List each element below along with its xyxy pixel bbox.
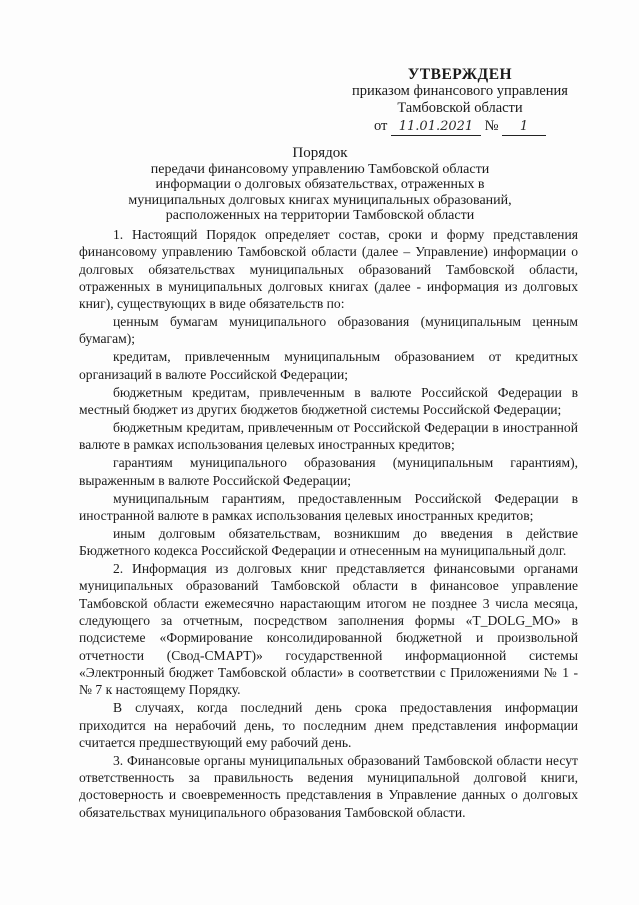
handwritten-number: 1 [502, 118, 546, 136]
approval-line-1: приказом финансового управления [352, 83, 568, 99]
paragraph-other-obligations: иным долговым обязательствам, возникшим до введения в действие Бюджетного кодекса Российской Федерации и отнесенным на муниципальный долг. [79, 525, 578, 559]
document-title [70, 146, 570, 224]
approval-title: УТВЕРЖДЕН [407, 66, 513, 83]
approval-line-2: Тамбовской области [397, 100, 523, 116]
title-line-1: Порядок [292, 145, 348, 161]
paragraph-securities: ценным бумагам муниципального образования (муниципальным ценным бумагам); [79, 314, 578, 347]
title-line-2: передачи финансовому управлению Тамбовской области [150, 161, 490, 177]
paragraph-guarantees: гарантиям муниципального образования (муниципальным гарантиям), выраженным в валюте Российской Федерации; [79, 455, 578, 488]
number-prefix: № [484, 118, 499, 134]
paragraph-1: 1. Настоящий Порядок определяет состав, сроки и форму представления финансовому управлению Тамбовской области (далее – Управление) информации о долговых обязательствах муниципальных образований Тамбовской области, отраженных в муниципальных долговых книгах (далее - информация из долговых книг), существующих в виде обязательств по: [79, 227, 578, 312]
approval-date-line [330, 118, 590, 136]
date-prefix: от [373, 118, 388, 134]
approval-stamp [330, 66, 590, 136]
paragraph-credits: кредитам, привлеченным муниципальным образованием от кредитных организаций в валюте Российской Федерации; [79, 349, 578, 382]
title-line-5: расположенных на территории Тамбовской области [165, 208, 475, 223]
paragraph-2: 2. Информация из долговых книг представляется финансовыми органами муниципальных образований Тамбовской области в финансовое управление Тамбовской области ежемесячно нарастающим итогом не позднее 3 числа месяца, следующего за отчетным, посредством заполнения формы «T_DOLG_MO» в подсистеме «Формирование консолидированной бюджетной и произвольной отчетности (Свод-СМАРТ)» государственной информационной системы «Электронный бюджет Тамбовской области» в соответствии с Приложениями № 1 - № 7 к настоящему Порядку. [79, 561, 578, 698]
paragraph-non-working-day: В случаях, когда последний день срока предоставления информации приходится на нерабочий день, то последним днем представления информации считается предшествующий ему рабочий день. [79, 700, 578, 750]
paragraph-budget-credits-rub: бюджетным кредитам, привлеченным в валюте Российской Федерации в местный бюджет из других бюджетов бюджетной системы Российской Федерации; [79, 384, 578, 418]
title-line-3: информации о долговых обязательствах, отраженных в [155, 177, 485, 192]
paragraph-guarantees-foreign: муниципальным гарантиям, предоставленным Российской Федерации в иностранной валюте в рамках использования целевых иностранных кредитов; [79, 490, 578, 523]
title-line-4: муниципальных долговых книгах муниципальных образований, [128, 192, 512, 208]
handwritten-date: 11.01.2021 [391, 118, 481, 136]
paragraph-3: 3. Финансовые органы муниципальных образований Тамбовской области несут ответственность за правильность ведения муниципальной долговой книги, достоверность и своевременность представления в Управление данных о долговых обязательствах муниципального образования Тамбовской области. [79, 752, 578, 820]
document-body [79, 226, 578, 821]
paragraph-budget-credits-foreign: бюджетным кредитам, привлеченным от Российской Федерации в иностранной валюте в рамках использования целевых иностранных кредитов; [79, 420, 578, 453]
